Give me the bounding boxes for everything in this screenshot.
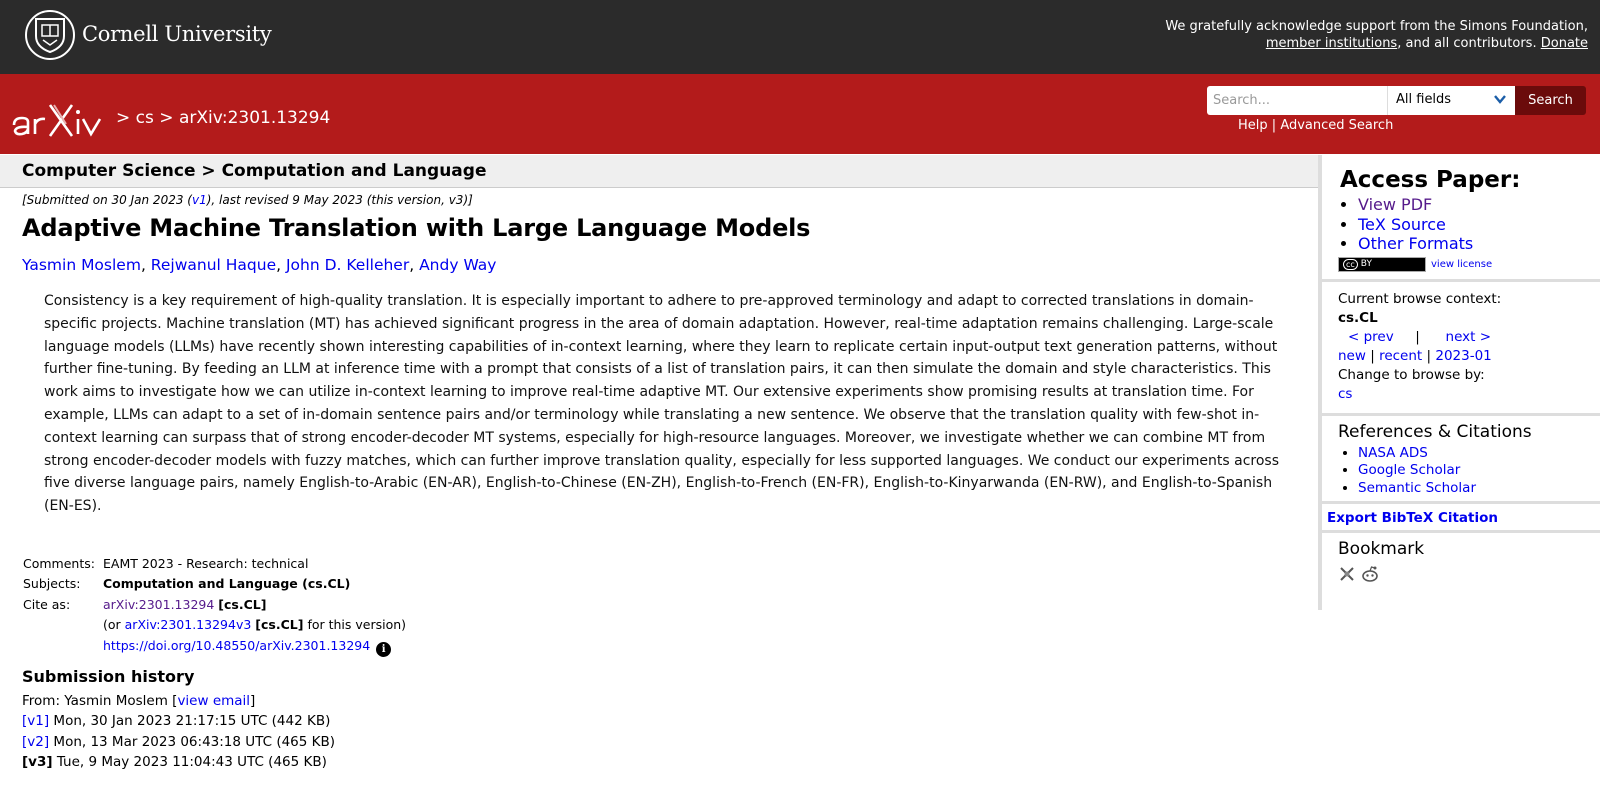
breadcrumb bbox=[116, 108, 330, 128]
abstract: Consistency is a key requirement of high-quality translation. It is especially important to adhere to pre-approved terminology and adapt to corrected translations in domain-specific projects. Machine translation (MT) has achieved significant progress in the area of domain adaptation. However, real-time adaptation remains challenging. Large-scale language models (LLMs) have recently shown interesting capabilities of in-context learning, where they learn to replicate certain input-output text generation patterns, without further fine-tuning. By feeding an LLM at inference time with a prompt that consists of a list of translation pairs, it can then simulate the domain and style characteristics. This work aims to investigate how we can utilize in-context learning to improve real-time adaptive MT. Our extensive experiments show promising results at translation time. For example, LLMs can adapt to a set of in-domain sentence pairs and/or terminology while translating a new sentence. We observe that the translation quality with few-shot in-context learning can surpass that of strong encoder-decoder MT systems, especially for high-resource languages. Moreover, we investigate whether we can combine MT from strong encoder-decoder models with fuzzy matches, which can further improve translation quality, especially for less supported languages. We conduct our experiments across five diverse language pairs, namely English-to-Arabic (EN-AR), English-to-Chinese (EN-ZH), English-to-French (EN-FR), English-to-Kinyarwanda (EN-RW), and English-to-Spanish (EN-ES). bbox=[44, 293, 1280, 515]
month-link[interactable]: 2023-01 bbox=[1435, 347, 1492, 364]
v1-link[interactable]: v1 bbox=[191, 193, 207, 207]
sidebar bbox=[1318, 155, 1600, 610]
version-link-v1[interactable]: [v1] bbox=[22, 713, 50, 729]
meta-comments-row bbox=[23, 554, 406, 574]
references-title: References & Citations bbox=[1338, 421, 1532, 442]
license bbox=[1338, 257, 1600, 272]
cite-or: (or bbox=[103, 617, 125, 633]
cite-tag: [cs.CL] bbox=[218, 596, 267, 612]
new-link[interactable]: new bbox=[1338, 347, 1366, 364]
version-current-v3: [v3] bbox=[22, 754, 53, 770]
paper-title: Adaptive Machine Translation with Large Language Models bbox=[22, 214, 811, 242]
bibtex-section bbox=[1322, 504, 1600, 533]
browse-sep: | bbox=[1426, 347, 1432, 364]
google-scholar-link[interactable]: Google Scholar bbox=[1358, 462, 1461, 478]
change-browse-label: Change to browse by: bbox=[1338, 366, 1485, 383]
subjects-value: Computation and Language (cs.CL) bbox=[103, 576, 351, 592]
search-field-select[interactable] bbox=[1387, 86, 1515, 115]
doi-link[interactable]: https://doi.org/10.48550/arXiv.2301.13294 bbox=[103, 637, 371, 653]
info-icon[interactable]: i bbox=[376, 642, 391, 657]
metadata-table bbox=[23, 554, 406, 657]
search-form bbox=[1207, 86, 1586, 115]
cc-badge-label: cc bbox=[1343, 259, 1358, 270]
meta-label: Comments: bbox=[23, 556, 95, 571]
cite-v3-post: for this version) bbox=[303, 617, 407, 633]
author-link[interactable]: Yasmin Moslem bbox=[22, 256, 141, 274]
arxiv-logo-icon[interactable] bbox=[10, 100, 108, 138]
doi-value bbox=[103, 636, 391, 657]
acknowledgement bbox=[1165, 18, 1588, 52]
author-link[interactable]: Rejwanul Haque bbox=[150, 256, 277, 274]
search-button[interactable]: Search bbox=[1515, 86, 1586, 115]
breadcrumb-paper-id[interactable]: arXiv:2301.13294 bbox=[178, 108, 331, 128]
browse-context-section bbox=[1322, 282, 1600, 416]
prev-link[interactable]: < prev bbox=[1348, 328, 1394, 345]
reddit-icon[interactable] bbox=[1360, 565, 1380, 583]
cc-by-license-icon[interactable] bbox=[1338, 257, 1426, 272]
history-version-row bbox=[22, 752, 335, 773]
cornell-header bbox=[0, 0, 1600, 74]
history-version-row bbox=[22, 711, 335, 732]
history-from-post: ] bbox=[250, 692, 256, 709]
cite-v3-link[interactable]: arXiv:2301.13294v3 bbox=[124, 617, 252, 633]
browse-sep: | bbox=[1370, 347, 1375, 364]
cite-version bbox=[103, 615, 406, 635]
search-input[interactable] bbox=[1207, 86, 1387, 115]
ack-mid: , and all contributors. bbox=[1397, 36, 1537, 51]
breadcrumb-sep: > bbox=[116, 108, 131, 128]
cite-value bbox=[103, 595, 266, 615]
browse-lists bbox=[1338, 347, 1600, 366]
tex-source-link[interactable]: TeX Source bbox=[1358, 214, 1446, 234]
help-links bbox=[1238, 118, 1393, 133]
version-date: Tue, 9 May 2023 11:04:43 UTC (465 KB) bbox=[52, 754, 327, 770]
meta-doi-row bbox=[23, 636, 406, 657]
help-sep: | bbox=[1271, 118, 1277, 133]
author-list: Yasmin Moslem, Rejwanul Haque, John D. Kelleher, Andy Way bbox=[22, 256, 497, 274]
browse-context-label: Current browse context: bbox=[1338, 290, 1502, 307]
dateline-pre: [Submitted on 30 Jan 2023 ( bbox=[22, 193, 192, 207]
search-field-value: All fields bbox=[1396, 92, 1452, 107]
arxiv-header bbox=[0, 74, 1600, 154]
submission-history bbox=[22, 667, 335, 773]
version-date: Mon, 13 Mar 2023 06:43:18 UTC (465 KB) bbox=[49, 733, 336, 750]
author-link[interactable]: Andy Way bbox=[419, 256, 497, 274]
advanced-search-link[interactable]: Advanced Search bbox=[1280, 118, 1394, 133]
meta-label: Cite as: bbox=[23, 596, 71, 612]
meta-cite-row bbox=[23, 595, 406, 615]
browse-context-value: cs.CL bbox=[1338, 309, 1378, 326]
member-institutions-link[interactable]: member institutions bbox=[1265, 36, 1398, 51]
ack-line2 bbox=[1165, 35, 1588, 52]
view-email-link[interactable]: view email bbox=[177, 692, 251, 709]
history-version-row bbox=[22, 732, 335, 753]
recent-link[interactable]: recent bbox=[1379, 347, 1423, 364]
view-license-link[interactable]: view license bbox=[1431, 258, 1493, 270]
meta-label: Subjects: bbox=[23, 576, 81, 592]
bookmark-title: Bookmark bbox=[1338, 539, 1425, 559]
nasa-ads-link[interactable]: NASA ADS bbox=[1358, 444, 1428, 461]
meta-cite-version-row bbox=[23, 615, 406, 635]
by-badge-label: BY bbox=[1360, 259, 1372, 269]
access-paper-section bbox=[1322, 167, 1600, 282]
prev-next-sep: | bbox=[1415, 328, 1420, 345]
history-from bbox=[22, 691, 335, 712]
dateline-post: ), last revised 9 May 2023 (this version, v3)] bbox=[206, 193, 473, 207]
comments-value: EAMT 2023 - Research: technical bbox=[103, 556, 309, 571]
semantic-scholar-link[interactable]: Semantic Scholar bbox=[1358, 479, 1476, 496]
version-date: Mon, 30 Jan 2023 21:17:15 UTC (442 KB) bbox=[49, 713, 331, 729]
paper-main bbox=[22, 193, 1280, 518]
ack-line1: We gratefully acknowledge support from the Simons Foundation, bbox=[1165, 19, 1588, 34]
submission-dateline bbox=[22, 193, 1274, 207]
export-bibtex-link[interactable]: Export BibTeX Citation bbox=[1327, 510, 1499, 526]
bookmark-icons bbox=[1338, 565, 1600, 583]
chevron-down-icon bbox=[1493, 92, 1507, 110]
prev-next bbox=[1348, 328, 1600, 347]
history-from-pre: From: Yasmin Moslem [ bbox=[22, 692, 178, 709]
view-pdf-link[interactable]: View PDF bbox=[1358, 195, 1433, 214]
references-section bbox=[1322, 416, 1600, 505]
other-formats-link[interactable]: Other Formats bbox=[1358, 234, 1474, 253]
subject-title: Computer Science > Computation and Language bbox=[22, 161, 487, 181]
breadcrumb-cs[interactable]: cs bbox=[135, 108, 154, 128]
donate-link[interactable]: Donate bbox=[1540, 36, 1588, 51]
change-browse-cs-link[interactable]: cs bbox=[1338, 385, 1353, 402]
next-link[interactable]: next > bbox=[1445, 328, 1492, 345]
subject-header bbox=[0, 155, 1318, 188]
submission-history-title: Submission history bbox=[22, 667, 195, 686]
cornell-seal-icon[interactable] bbox=[25, 10, 75, 60]
access-paper-title: Access Paper: bbox=[1340, 167, 1521, 193]
author-link[interactable]: John D. Kelleher bbox=[285, 256, 410, 274]
version-link-v2[interactable]: [v2] bbox=[22, 733, 50, 750]
cornell-university-name[interactable]: Cornell University bbox=[82, 22, 272, 46]
bibsonomy-icon[interactable] bbox=[1338, 565, 1356, 583]
breadcrumb-sep: > bbox=[159, 108, 174, 128]
help-link[interactable]: Help bbox=[1238, 118, 1268, 133]
meta-subjects-row bbox=[23, 574, 406, 594]
bookmark-section bbox=[1322, 533, 1600, 593]
cite-arxiv-link[interactable]: arXiv:2301.13294 bbox=[103, 596, 215, 612]
cite-v3-tag: [cs.CL] bbox=[255, 617, 304, 633]
